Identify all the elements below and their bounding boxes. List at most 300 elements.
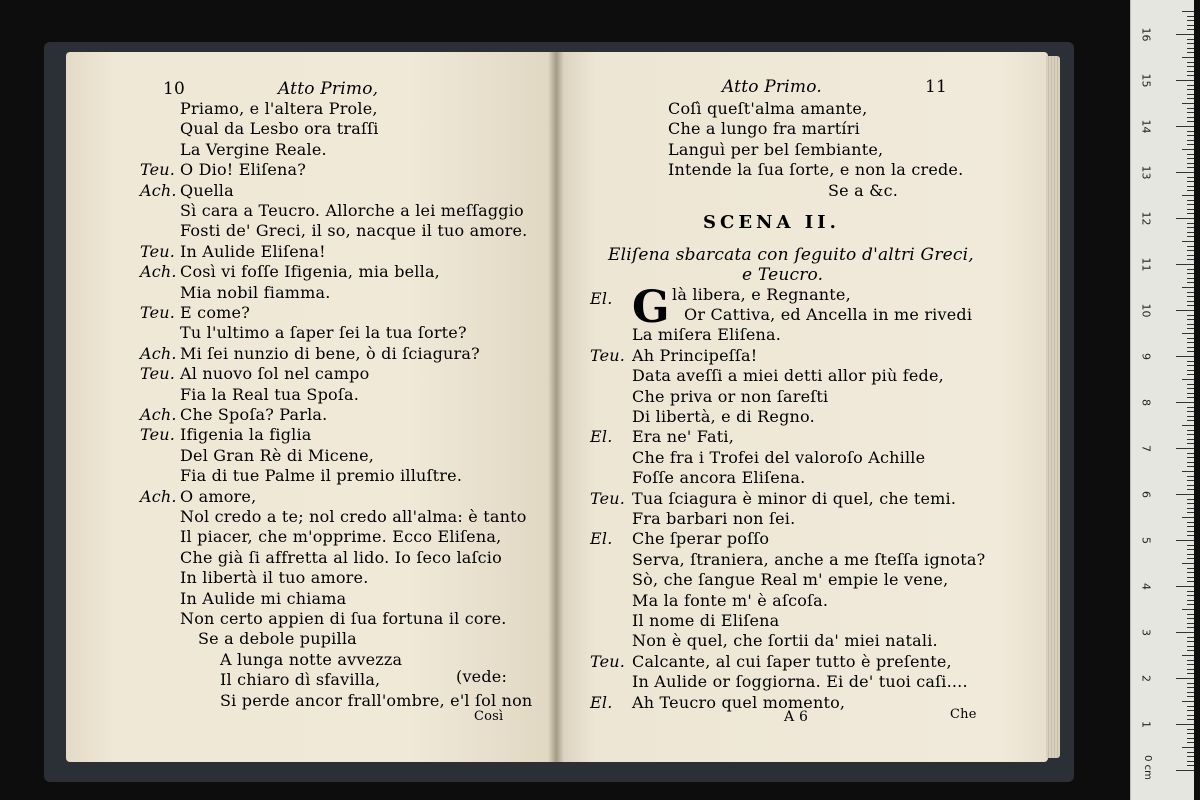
drop-cap: G xyxy=(632,282,670,333)
ruler-tick xyxy=(1187,140,1194,141)
ruler-tick xyxy=(1187,200,1194,201)
ruler-tick xyxy=(1187,765,1194,766)
ruler-tick xyxy=(1187,361,1194,362)
ruler-tick xyxy=(1187,416,1194,417)
ruler-tick xyxy=(1187,131,1194,132)
ruler-tick xyxy=(1176,34,1194,35)
ruler-tick xyxy=(1187,420,1194,421)
ruler-tick xyxy=(1182,149,1194,150)
speaker-label: Teu. xyxy=(590,488,626,508)
ruler-tick xyxy=(1187,558,1194,559)
speaker-label: Ach. xyxy=(140,343,177,363)
ruler-tick xyxy=(1187,618,1194,619)
ruler-number: 1 xyxy=(1139,721,1153,728)
speaker-label: El. xyxy=(590,427,613,447)
verse-text: Ifigenia la figlia xyxy=(180,425,312,445)
verse-line xyxy=(590,551,985,569)
speaker-label: Ach. xyxy=(140,405,177,424)
ruler-tick xyxy=(1187,733,1194,734)
ruler-tick xyxy=(1187,669,1194,670)
ruler-tick xyxy=(1187,614,1194,615)
ruler-tick xyxy=(1187,462,1194,463)
verse-line xyxy=(140,141,327,159)
ruler-tick xyxy=(1187,16,1194,17)
ruler-tick xyxy=(1187,508,1194,509)
ruler-tick xyxy=(1176,724,1194,725)
ruler-tick xyxy=(1187,623,1194,624)
verse-line xyxy=(590,388,828,406)
ruler-tick xyxy=(1187,39,1194,40)
verse-text: Il chiaro dì sfavilla, xyxy=(220,670,381,690)
ruler-tick xyxy=(1187,108,1194,109)
ruler-tick xyxy=(1187,761,1194,762)
ruler-tick xyxy=(1187,338,1194,339)
ruler-tick xyxy=(1176,540,1194,541)
verse-line xyxy=(590,653,952,671)
verse-line xyxy=(140,202,524,220)
ruler-unit: 0 cm xyxy=(1141,755,1153,780)
speaker-label: El. xyxy=(590,529,613,549)
verse-line xyxy=(590,367,944,385)
ruler-tick xyxy=(1187,278,1194,279)
speaker-label: Ach. xyxy=(140,262,177,282)
verse-line xyxy=(140,590,346,608)
verse-text: A lunga notte avvezza xyxy=(220,649,403,669)
ruler-tick xyxy=(1187,20,1194,21)
page-signature: A 6 xyxy=(784,709,809,725)
ruler-tick xyxy=(1187,554,1194,555)
ruler-tick xyxy=(1176,448,1194,449)
ruler-tick xyxy=(1187,319,1194,320)
ruler-tick xyxy=(1187,637,1194,638)
ruler-tick xyxy=(1187,301,1194,302)
ruler-tick xyxy=(1187,190,1194,191)
ruler-tick xyxy=(1187,282,1194,283)
ruler-tick xyxy=(1187,158,1194,159)
ruler-tick xyxy=(1176,494,1194,495)
ruler-tick xyxy=(1187,121,1194,122)
speaker-label: Teu. xyxy=(140,241,176,261)
ruler-tick xyxy=(1176,264,1194,265)
ruler-number: 13 xyxy=(1139,165,1153,180)
verse-line xyxy=(140,386,359,404)
ruler-tick xyxy=(1187,388,1194,389)
ruler-tick xyxy=(1176,80,1194,81)
verse-text: Nol credo a te; nol credo all'alma: è tanto xyxy=(180,507,527,526)
ruler-tick xyxy=(1187,512,1194,513)
verse-text: Data aveſſi a miei detti allor più fede, xyxy=(632,366,944,386)
ruler-tick xyxy=(1187,117,1194,118)
speaker-label: Ach. xyxy=(140,180,177,200)
ruler-tick xyxy=(1187,673,1194,674)
verse-text: Or Cattiva, ed Ancella in me rivedi xyxy=(684,305,973,324)
ruler-tick xyxy=(1187,236,1194,237)
ruler-tick xyxy=(1187,443,1194,444)
speaker-label: Teu. xyxy=(140,303,176,322)
ruler-tick xyxy=(1187,62,1194,63)
verse-line xyxy=(140,100,378,118)
ruler-tick xyxy=(1182,701,1194,702)
speaker-label: Teu. xyxy=(140,425,176,445)
ruler-tick xyxy=(1187,485,1194,486)
ruler-tick xyxy=(1187,43,1194,44)
verse-line xyxy=(646,100,867,118)
verse-text: Sò, che ſangue Real m' empie le vene, xyxy=(632,570,949,590)
ruler-tick xyxy=(1182,425,1194,426)
verse-text: Tua ſciagura è minor di quel, che temi. xyxy=(632,488,957,508)
verse-line xyxy=(590,428,734,446)
ruler-tick xyxy=(1187,66,1194,67)
verse-text: Così vi foſſe Ifigenia, mia bella, xyxy=(180,262,440,282)
ruler-tick xyxy=(1187,223,1194,224)
ruler-number: 16 xyxy=(1139,27,1153,42)
verse-line xyxy=(140,488,256,506)
ruler-tick xyxy=(1187,98,1194,99)
ruler-tick xyxy=(1187,52,1194,53)
verse-text: Che priva or non ſareſti xyxy=(632,386,829,406)
right-running-head: Atto Primo. xyxy=(722,77,822,97)
verse-line xyxy=(140,243,326,261)
ruler-tick xyxy=(1187,489,1194,490)
ruler-tick xyxy=(1187,411,1194,412)
ruler-tick xyxy=(1187,296,1194,297)
verse-line xyxy=(140,161,306,179)
ruler-tick xyxy=(1182,747,1194,748)
ruler-tick xyxy=(1187,434,1194,435)
ruler-tick xyxy=(1182,563,1194,564)
ruler-tick xyxy=(1187,696,1194,697)
ruler-number: 2 xyxy=(1139,675,1153,682)
ruler-tick xyxy=(1187,246,1194,247)
ruler-number: 6 xyxy=(1139,491,1153,498)
ruler-tick xyxy=(1187,526,1194,527)
verse-line xyxy=(140,447,374,465)
ruler-tick xyxy=(1187,604,1194,605)
ruler-tick xyxy=(1187,255,1194,256)
verse-text: Che fra i Trofei del valoroſo Achille xyxy=(632,447,926,467)
ruler-tick xyxy=(1187,549,1194,550)
ruler-tick xyxy=(1182,57,1194,58)
ruler-tick xyxy=(1176,172,1194,173)
verse-text: Serva, ſtraniera, anche a me ſteſſa ignota? xyxy=(632,549,986,569)
ruler-number: 12 xyxy=(1139,211,1153,226)
ruler-tick xyxy=(1187,154,1194,155)
ruler-tick xyxy=(1187,269,1194,270)
ruler-number: 9 xyxy=(1139,353,1153,360)
ruler-tick xyxy=(1187,568,1194,569)
ruler-tick xyxy=(1187,259,1194,260)
ruler-tick xyxy=(1187,315,1194,316)
page-edges xyxy=(1046,56,1060,758)
ruler-tick xyxy=(1182,195,1194,196)
verse-text: Mi ſei nunzio di bene, ò di ſciagura? xyxy=(180,343,480,363)
ruler-tick xyxy=(1187,710,1194,711)
ruler-tick xyxy=(1187,25,1194,26)
ruler-tick xyxy=(1187,342,1194,343)
ruler-tick xyxy=(1187,186,1194,187)
verse-line xyxy=(646,161,963,179)
right-catchword: Che xyxy=(950,707,977,722)
verse-text: Ma la fonte m' è aſcoſa. xyxy=(632,590,829,610)
verse-line xyxy=(590,469,805,487)
ruler-number: 15 xyxy=(1139,73,1153,88)
verse-line xyxy=(140,549,502,567)
verse-line xyxy=(646,120,860,138)
verse-text: Del Gran Rè di Micene, xyxy=(180,445,375,465)
ruler-tick xyxy=(1187,503,1194,504)
left-turnover: (vede: xyxy=(456,667,508,686)
ruler-tick xyxy=(1187,209,1194,210)
ruler-number: 11 xyxy=(1139,257,1153,272)
ruler-tick xyxy=(1187,273,1194,274)
ruler-tick xyxy=(1187,752,1194,753)
speaker-label: Teu. xyxy=(140,160,176,180)
ruler-tick xyxy=(1187,29,1194,30)
speaker-label: El. xyxy=(590,692,613,712)
verse-text: Coſì queſt'alma amante, xyxy=(668,99,868,118)
ruler-tick xyxy=(1187,177,1194,178)
ruler-tick xyxy=(1187,374,1194,375)
ruler-tick xyxy=(1176,678,1194,679)
ruler-tick xyxy=(1187,453,1194,454)
verse-line xyxy=(140,284,331,302)
left-catchword: Così xyxy=(474,709,504,724)
verse-text: Languì per bel ſembiante, xyxy=(668,139,884,159)
verse-line xyxy=(140,508,527,526)
ruler-tick xyxy=(1187,347,1194,348)
ruler-tick xyxy=(1187,650,1194,651)
ruler-tick xyxy=(1187,167,1194,168)
verse-text: Ah Teucro quel momento, xyxy=(632,692,846,712)
ruler-tick xyxy=(1182,471,1194,472)
speaker-label: Teu. xyxy=(140,364,176,384)
verse-text: O Dio! Eliſena? xyxy=(180,160,307,180)
ruler-number: 10 xyxy=(1139,303,1153,318)
ruler-tick xyxy=(1176,310,1194,311)
ruler-tick xyxy=(1187,683,1194,684)
ruler-tick xyxy=(1187,545,1194,546)
first-speaker: El. xyxy=(590,289,613,308)
verse-line xyxy=(140,304,250,322)
verse-line xyxy=(646,182,898,200)
ruler-tick xyxy=(1182,11,1194,12)
verse-line xyxy=(590,347,757,365)
ruler-tick xyxy=(1187,328,1194,329)
ruler-tick xyxy=(1187,535,1194,536)
verse-line xyxy=(590,510,795,528)
ruler-tick xyxy=(1187,600,1194,601)
ruler-tick xyxy=(1187,75,1194,76)
verse-text: In Aulide Eliſena! xyxy=(180,241,326,261)
ruler-tick xyxy=(1187,660,1194,661)
ruler-tick xyxy=(1176,402,1194,403)
ruler-tick xyxy=(1182,517,1194,518)
ruler-tick xyxy=(1187,181,1194,182)
verse-line xyxy=(140,467,462,485)
ruler-tick xyxy=(1187,384,1194,385)
ruler-tick xyxy=(1187,627,1194,628)
ruler-tick xyxy=(1187,646,1194,647)
verse-text: Calcante, al cui ſaper tutto è preſente, xyxy=(632,651,952,671)
ruler-tick xyxy=(1187,85,1194,86)
verse-line xyxy=(590,490,956,508)
ruler-number: 14 xyxy=(1139,119,1153,134)
verse-text: In Aulide or ſoggiorna. Ei de' tuoi caſi.... xyxy=(632,672,968,692)
ruler-tick xyxy=(1187,687,1194,688)
ruler-tick xyxy=(1187,135,1194,136)
ruler-tick xyxy=(1187,144,1194,145)
ruler-tick xyxy=(1176,126,1194,127)
ruler-tick xyxy=(1182,379,1194,380)
ruler-tick xyxy=(1187,531,1194,532)
ruler-tick xyxy=(1187,213,1194,214)
verse-line xyxy=(140,692,532,710)
verse-text: Quella xyxy=(180,180,234,200)
ruler-tick xyxy=(1182,609,1194,610)
verse-line xyxy=(140,426,312,444)
verse-text: In libertà il tuo amore. xyxy=(180,568,369,588)
verse-line xyxy=(140,120,379,138)
verse-text: Foſſe ancora Eliſena. xyxy=(632,468,806,488)
verse-text: Priamo, e l'altera Prole, xyxy=(180,99,378,118)
left-page-number: 10 xyxy=(163,79,186,99)
first-line: là libera, e Regnante, xyxy=(672,285,851,304)
ruler-tick xyxy=(1187,692,1194,693)
ruler-number: 4 xyxy=(1139,583,1153,590)
ruler-tick xyxy=(1182,655,1194,656)
verse-text: Fia di tue Palme il premio illuſtre. xyxy=(180,466,463,486)
ruler-tick xyxy=(1187,457,1194,458)
verse-line xyxy=(140,528,501,546)
ruler-tick xyxy=(1187,572,1194,573)
verse-text: O amore, xyxy=(180,486,257,506)
speaker-label: Ach. xyxy=(140,486,177,506)
verse-text: Fosti de' Greci, il so, nacque il tuo amore. xyxy=(180,221,528,241)
ruler-tick xyxy=(1187,204,1194,205)
ruler-tick xyxy=(1182,241,1194,242)
ruler-tick xyxy=(1187,581,1194,582)
verse-text: Ah Principeſſa! xyxy=(632,345,758,365)
ruler-tick xyxy=(1187,227,1194,228)
verse-text: Non certo appien di ſua fortuna il core. xyxy=(180,609,507,628)
ruler-number: 7 xyxy=(1139,445,1153,452)
verse-line xyxy=(646,141,883,159)
ruler-tick xyxy=(1187,292,1194,293)
verse-line xyxy=(590,449,925,467)
ruler-tick xyxy=(1187,439,1194,440)
verse-text: Qual da Lesbo ora traſſi xyxy=(180,119,379,139)
verse-line xyxy=(140,365,369,383)
verse-text: La Vergine Reale. xyxy=(180,139,327,159)
ruler-tick xyxy=(1182,287,1194,288)
ruler-tick xyxy=(1187,370,1194,371)
ruler-tick xyxy=(1187,393,1194,394)
ruler-tick xyxy=(1187,742,1194,743)
ruler-tick xyxy=(1187,738,1194,739)
ruler-tick xyxy=(1187,94,1194,95)
verse-text: Non è quel, che ſortii da' miei natali. xyxy=(632,631,938,651)
verse-text: Che Spoſa? Parla. xyxy=(180,405,328,424)
verse-line xyxy=(590,408,815,426)
verse-text: Che a lungo fra martíri xyxy=(668,119,860,139)
ruler-tick xyxy=(1176,632,1194,633)
ruler-tick xyxy=(1187,480,1194,481)
verse-line xyxy=(140,222,527,240)
ruler-tick xyxy=(1182,103,1194,104)
ruler-tick xyxy=(1187,595,1194,596)
verse-text: Mia nobil fiamma. xyxy=(180,282,331,302)
ruler-tick xyxy=(1187,719,1194,720)
ruler-tick xyxy=(1187,48,1194,49)
measurement-ruler xyxy=(1130,0,1194,800)
ruler-tick xyxy=(1182,333,1194,334)
ruler-tick xyxy=(1187,591,1194,592)
ruler-tick xyxy=(1187,232,1194,233)
ruler-tick xyxy=(1187,756,1194,757)
ruler-number: 8 xyxy=(1139,399,1153,406)
verse-text: Che ſperar poſſo xyxy=(632,529,770,549)
verse-line xyxy=(140,345,480,363)
ruler-tick xyxy=(1187,71,1194,72)
ruler-tick xyxy=(1187,407,1194,408)
verse-line xyxy=(590,632,938,650)
verse-text: Si perde ancor frall'ombre, e'l ſol non xyxy=(220,690,533,710)
book-gutter xyxy=(548,52,564,762)
ruler-tick xyxy=(1187,112,1194,113)
verse-line xyxy=(140,569,368,587)
ruler-tick xyxy=(1187,89,1194,90)
ruler-tick xyxy=(1187,664,1194,665)
ruler-tick xyxy=(1187,715,1194,716)
verse-line xyxy=(590,673,968,691)
ruler-number: 3 xyxy=(1139,629,1153,636)
verse-text: Sì cara a Teucro. Allorche a lei meſſaggio xyxy=(180,201,524,220)
ruler-tick xyxy=(1187,324,1194,325)
ruler-tick xyxy=(1176,770,1194,771)
ruler-tick xyxy=(1187,466,1194,467)
verse-text: La miſera Eliſena. xyxy=(632,325,782,345)
stage-direction-2: e Teucro. xyxy=(742,265,824,285)
ruler-tick xyxy=(1176,586,1194,587)
verse-text: Il nome di Eliſena xyxy=(632,611,780,630)
verse-line xyxy=(140,630,357,648)
ruler-tick xyxy=(1187,729,1194,730)
verse-line xyxy=(590,306,972,324)
ruler-tick xyxy=(1187,163,1194,164)
ruler-tick xyxy=(1187,430,1194,431)
verse-text: Intende la ſua ſorte, e non la crede. xyxy=(668,160,964,180)
verse-line xyxy=(140,324,467,342)
verse-line xyxy=(140,671,380,689)
verse-text: Fra barbari non ſei. xyxy=(632,509,796,528)
ruler-tick xyxy=(1187,706,1194,707)
verse-line xyxy=(590,326,781,344)
ruler-number: 5 xyxy=(1139,537,1153,544)
stage-direction-1: Eliſena sbarcata con ſeguito d'altri Greci, xyxy=(608,245,974,265)
ruler-tick xyxy=(1176,218,1194,219)
ruler-tick xyxy=(1187,577,1194,578)
verse-text: Era ne' Fati, xyxy=(632,427,734,447)
verse-line xyxy=(590,592,828,610)
ruler-tick xyxy=(1187,351,1194,352)
ruler-tick xyxy=(1187,641,1194,642)
verse-text: Se a &c. xyxy=(828,180,899,200)
verse-line xyxy=(140,651,402,669)
scene-title: SCENA II. xyxy=(703,212,840,233)
verse-text: Il piacer, che m'opprime. Ecco Eliſena, xyxy=(180,527,502,547)
left-running-head: Atto Primo, xyxy=(278,79,379,99)
speaker-label: Teu. xyxy=(590,345,626,365)
